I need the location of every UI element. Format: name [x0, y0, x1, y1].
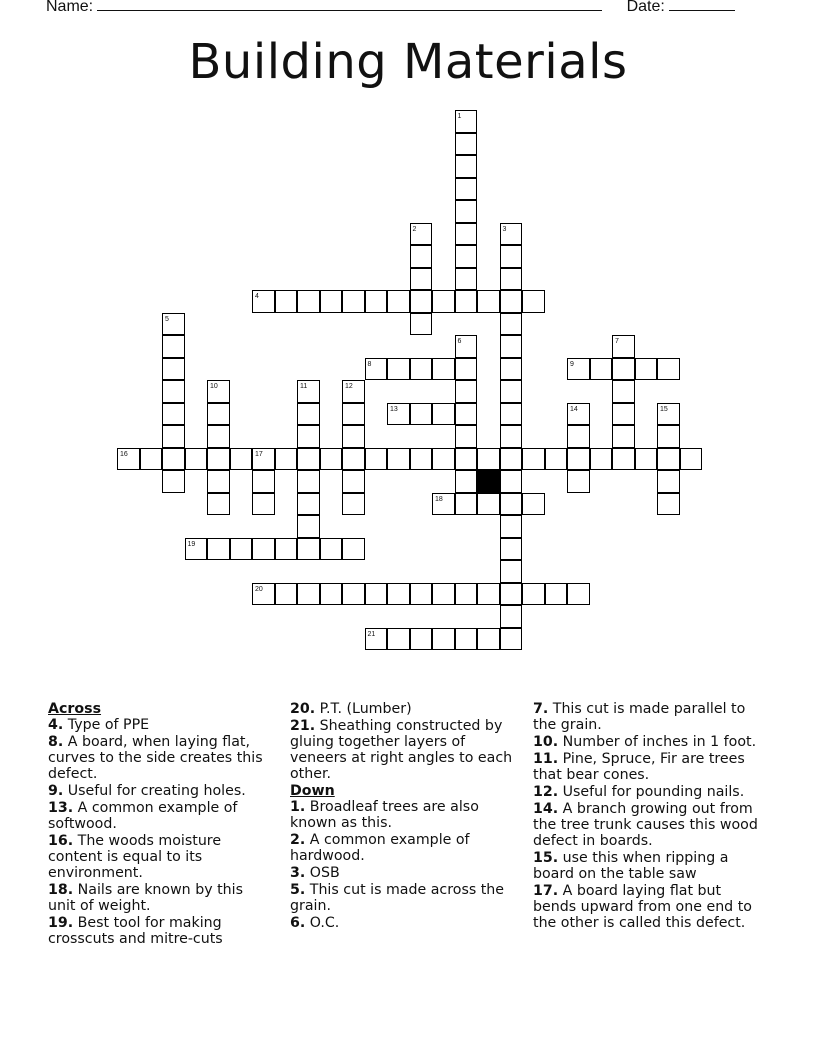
clue: 11. Pine, Spruce, Fir are trees that bear cones.	[533, 751, 745, 783]
grid-cell[interactable]	[590, 358, 613, 381]
clue-number: 7	[615, 338, 619, 345]
grid-cell[interactable]	[455, 200, 478, 223]
date-label: Date:	[626, 0, 665, 15]
grid-cell[interactable]	[162, 425, 185, 448]
grid-cell[interactable]	[207, 493, 230, 516]
clue: 13. A common example of softwood.	[48, 800, 238, 832]
name-label: Name:	[46, 0, 94, 15]
grid-cell[interactable]	[320, 290, 343, 313]
clue: 5. This cut is made across the grain.	[290, 882, 505, 914]
grid-cell[interactable]	[455, 358, 478, 381]
clue: 17. A board laying flat but bends upward from one end to the other is called this defect.	[533, 883, 752, 931]
clue-number: 1	[457, 113, 462, 120]
grid-cell[interactable]	[432, 358, 455, 381]
grid-cell[interactable]	[365, 628, 388, 651]
grid-cell[interactable]	[477, 448, 500, 471]
down-heading: Down	[290, 783, 335, 799]
grid-cell[interactable]	[230, 538, 253, 561]
grid-cell[interactable]	[500, 560, 523, 583]
grid-cell[interactable]	[455, 133, 478, 156]
grid-cell[interactable]	[455, 178, 478, 201]
grid-cell[interactable]	[567, 425, 590, 448]
grid-cell[interactable]	[612, 448, 635, 471]
clue: 3. OSB	[290, 865, 340, 881]
clue-number: 14.	[533, 801, 559, 817]
grid-cell[interactable]	[522, 448, 545, 471]
grid-cell[interactable]	[500, 290, 523, 313]
grid-cell[interactable]	[342, 380, 365, 403]
grid-cell[interactable]	[387, 358, 410, 381]
grid-cell[interactable]	[522, 290, 545, 313]
grid-cell[interactable]	[500, 538, 523, 561]
grid-cell[interactable]	[455, 448, 478, 471]
grid-cell[interactable]	[612, 358, 635, 381]
grid-cell[interactable]	[252, 538, 275, 561]
grid-cell[interactable]	[320, 448, 343, 471]
clue: 4. Type of PPE	[48, 717, 150, 733]
grid-cell[interactable]	[387, 290, 410, 313]
clue: 9. Useful for creating holes.	[48, 783, 246, 799]
grid-cell[interactable]	[500, 380, 523, 403]
clue-number: 1.	[290, 799, 306, 815]
grid-cell[interactable]	[387, 628, 410, 651]
grid-cell[interactable]	[410, 313, 433, 336]
grid-cell[interactable]	[477, 628, 500, 651]
grid-cell[interactable]	[342, 403, 365, 426]
grid-cell[interactable]	[185, 538, 208, 561]
clue-number: 3	[502, 225, 507, 233]
clue-number: 9.	[48, 783, 64, 799]
grid-cell[interactable]	[162, 335, 185, 358]
grid-cell[interactable]	[387, 583, 410, 606]
grid-cell[interactable]	[410, 290, 433, 313]
grid-cell[interactable]	[522, 493, 545, 516]
clue: 20. P.T. (Lumber)	[290, 701, 412, 717]
clue: 18. Nails are known by this unit of weight.	[48, 882, 243, 914]
grid-cell[interactable]	[567, 448, 590, 471]
grid-cell[interactable]	[410, 223, 433, 246]
grid-cell[interactable]	[297, 470, 320, 493]
clue: 7. This cut is made parallel to the grain.	[533, 701, 746, 733]
clue-number: 9	[570, 360, 574, 368]
grid-cell[interactable]	[657, 470, 680, 493]
grid-cell[interactable]	[500, 493, 523, 516]
clue-number: 8.	[48, 734, 64, 750]
grid-cell[interactable]	[455, 493, 478, 516]
across-heading: Across	[48, 701, 102, 717]
grid-cell[interactable]	[545, 448, 568, 471]
grid-cell[interactable]	[500, 605, 523, 628]
clue: 12. Useful for pounding nails.	[533, 784, 745, 800]
clue-number: 17	[255, 450, 263, 458]
clue: 8. A board, when laying flat, curves to the side creates this defect.	[48, 734, 263, 782]
grid-cell[interactable]	[185, 448, 208, 471]
clue-number: 4.	[48, 717, 64, 733]
grid-cell[interactable]	[567, 470, 590, 493]
grid-cell[interactable]	[590, 448, 613, 471]
grid-cell[interactable]	[612, 380, 635, 403]
clue-number: 7.	[533, 701, 549, 717]
grid-cell[interactable]	[455, 425, 478, 448]
clue-number: 6	[457, 338, 462, 345]
clue-number: 2	[412, 225, 417, 233]
clue-number: 18.	[48, 882, 74, 898]
grid-cell[interactable]	[432, 583, 455, 606]
grid-cell[interactable]	[207, 403, 230, 426]
grid-cell[interactable]	[410, 448, 433, 471]
grid-cell[interactable]	[162, 380, 185, 403]
clue: 14. A branch growing out from the tree trunk causes this wood defect in boards.	[533, 801, 758, 849]
grid-cell[interactable]	[657, 403, 680, 426]
grid-cell[interactable]	[455, 155, 478, 178]
grid-cell[interactable]	[455, 583, 478, 606]
clue-column-1	[48, 701, 273, 948]
grid-cell[interactable]	[567, 358, 590, 381]
grid-cell[interactable]	[387, 448, 410, 471]
grid-cell[interactable]	[410, 628, 433, 651]
grid-cell[interactable]	[455, 628, 478, 651]
grid-cell[interactable]	[432, 493, 455, 516]
grid-cell[interactable]	[365, 583, 388, 606]
grid-cell[interactable]	[500, 628, 523, 651]
grid-cell[interactable]	[657, 493, 680, 516]
clue-column-2	[290, 701, 515, 932]
grid-cell[interactable]	[252, 470, 275, 493]
grid-cell[interactable]	[365, 448, 388, 471]
clue-number: 5	[165, 315, 169, 323]
clue-number: 12.	[533, 784, 559, 800]
grid-cell[interactable]	[635, 358, 658, 381]
clue: 6. O.C.	[290, 915, 340, 931]
clue: 1. Broadleaf trees are also known as this.	[290, 799, 479, 831]
grid-cell[interactable]	[342, 538, 365, 561]
grid-cell[interactable]	[410, 403, 433, 426]
grid-cell[interactable]	[207, 448, 230, 471]
grid-cell[interactable]	[387, 403, 410, 426]
grid-cell[interactable]	[455, 245, 478, 268]
clue-number: 13.	[48, 800, 74, 816]
grid-cell[interactable]	[455, 290, 478, 313]
grid-cell[interactable]	[432, 448, 455, 471]
clue-number: 12	[345, 383, 353, 390]
grid-cell[interactable]	[297, 425, 320, 448]
grid-cell[interactable]	[500, 515, 523, 538]
grid-cell[interactable]	[342, 425, 365, 448]
grid-cell[interactable]	[162, 403, 185, 426]
grid-cell[interactable]	[207, 425, 230, 448]
grid-cell[interactable]	[365, 358, 388, 381]
grid-cell[interactable]	[657, 448, 680, 471]
grid-cell[interactable]	[320, 538, 343, 561]
grid-cell[interactable]	[275, 290, 298, 313]
grid-cell[interactable]	[297, 290, 320, 313]
grid-cell[interactable]	[455, 470, 478, 493]
clue-column-3	[533, 701, 768, 932]
grid-cell[interactable]	[207, 380, 230, 403]
grid-cell[interactable]	[545, 583, 568, 606]
clue: 21. Sheathing constructed by gluing together layers of veneers at right angles to each other.	[290, 718, 513, 782]
grid-cell[interactable]	[657, 358, 680, 381]
grid-cell[interactable]	[297, 403, 320, 426]
clue-number: 20.	[290, 701, 316, 717]
grid-cell[interactable]	[342, 448, 365, 471]
clue-number: 21.	[290, 718, 316, 734]
clue-number: 15	[660, 405, 668, 413]
grid-cell[interactable]	[342, 583, 365, 606]
clue-number: 16.	[48, 833, 74, 849]
grid-cell[interactable]	[500, 403, 523, 426]
clue-number: 11.	[533, 751, 559, 767]
grid-cell[interactable]	[297, 380, 320, 403]
grid-cell[interactable]	[455, 380, 478, 403]
grid-cell[interactable]	[500, 313, 523, 336]
grid-cell[interactable]	[297, 493, 320, 516]
clue-number: 18	[435, 495, 443, 503]
grid-cell[interactable]	[500, 583, 523, 606]
grid-cell[interactable]	[162, 313, 185, 336]
grid-cell[interactable]	[207, 470, 230, 493]
grid-cell[interactable]	[275, 538, 298, 561]
grid-cell[interactable]	[297, 538, 320, 561]
clue-number: 14	[570, 405, 578, 413]
grid-cell[interactable]	[342, 290, 365, 313]
clue-number: 3.	[290, 865, 306, 881]
grid-cell[interactable]	[207, 538, 230, 561]
grid-cell[interactable]	[432, 290, 455, 313]
grid-cell[interactable]	[500, 335, 523, 358]
grid-cell[interactable]	[500, 358, 523, 381]
grid-cell[interactable]	[500, 245, 523, 268]
clue-number: 8	[367, 360, 372, 368]
clue: 2. A common example of hardwood.	[290, 832, 470, 864]
clue-number: 13	[390, 405, 398, 413]
grid-cell[interactable]	[477, 583, 500, 606]
grid-cell[interactable]	[275, 448, 298, 471]
grid-cell[interactable]	[500, 448, 523, 471]
grid-cell[interactable]	[252, 448, 275, 471]
grid-cell[interactable]	[275, 583, 298, 606]
grid-cell[interactable]	[612, 403, 635, 426]
grid-cell[interactable]	[410, 358, 433, 381]
grid-cell[interactable]	[410, 245, 433, 268]
clue: 10. Number of inches in 1 foot.	[533, 734, 757, 750]
clue-number: 19.	[48, 915, 74, 931]
grid-cell[interactable]	[500, 268, 523, 291]
clue-number: 4	[255, 293, 259, 300]
clue-number: 15.	[533, 850, 559, 866]
grid-cell[interactable]	[162, 470, 185, 493]
grid-cell[interactable]	[455, 403, 478, 426]
black-square	[477, 470, 500, 493]
grid-cell[interactable]	[522, 583, 545, 606]
grid-cell[interactable]	[297, 583, 320, 606]
grid-cell[interactable]	[657, 425, 680, 448]
grid-cell[interactable]	[500, 425, 523, 448]
grid-cell[interactable]	[455, 110, 478, 133]
puzzle-title: Building Materials	[188, 34, 628, 90]
grid-cell[interactable]	[432, 628, 455, 651]
grid-cell[interactable]	[252, 583, 275, 606]
clue-number: 2.	[290, 832, 306, 848]
grid-cell[interactable]	[567, 403, 590, 426]
clue-number: 6.	[290, 915, 306, 931]
grid-cell[interactable]	[432, 403, 455, 426]
grid-cell[interactable]	[410, 268, 433, 291]
clue-number: 16	[120, 450, 128, 458]
grid-cell[interactable]	[252, 290, 275, 313]
grid-cell[interactable]	[252, 493, 275, 516]
clue: 15. use this when ripping a board on the table saw	[533, 850, 729, 882]
grid-cell[interactable]	[567, 583, 590, 606]
grid-cell[interactable]	[342, 470, 365, 493]
grid-cell[interactable]	[365, 290, 388, 313]
grid-cell[interactable]	[117, 448, 140, 471]
clue-number: 5.	[290, 882, 306, 898]
grid-cell[interactable]	[410, 583, 433, 606]
clue-number: 20	[255, 585, 263, 593]
grid-cell[interactable]	[455, 335, 478, 358]
clue-number: 19	[187, 540, 196, 548]
grid-cell[interactable]	[500, 470, 523, 493]
grid-cell[interactable]	[140, 448, 163, 471]
grid-cell[interactable]	[500, 223, 523, 246]
grid-cell[interactable]	[162, 358, 185, 381]
clue-number: 17.	[533, 883, 559, 899]
grid-cell[interactable]	[342, 493, 365, 516]
grid-cell[interactable]	[320, 583, 343, 606]
grid-cell[interactable]	[230, 448, 253, 471]
clue: 19. Best tool for making crosscuts and mitre-cuts	[48, 915, 223, 947]
grid-cell[interactable]	[477, 290, 500, 313]
grid-cell[interactable]	[680, 448, 703, 471]
clue: 16. The woods moisture content is equal to its environment.	[48, 833, 222, 881]
grid-cell[interactable]	[297, 448, 320, 471]
clue-number: 10.	[533, 734, 559, 750]
grid-cell[interactable]	[162, 448, 185, 471]
grid-cell[interactable]	[612, 335, 635, 358]
grid-cell[interactable]	[635, 448, 658, 471]
grid-cell[interactable]	[455, 268, 478, 291]
grid-cell[interactable]	[297, 515, 320, 538]
clue-number: 11	[300, 383, 308, 390]
clue-number: 21	[367, 630, 376, 638]
grid-cell[interactable]	[477, 493, 500, 516]
grid-cell[interactable]	[455, 223, 478, 246]
grid-cell[interactable]	[612, 425, 635, 448]
clue-number: 10	[210, 383, 218, 390]
